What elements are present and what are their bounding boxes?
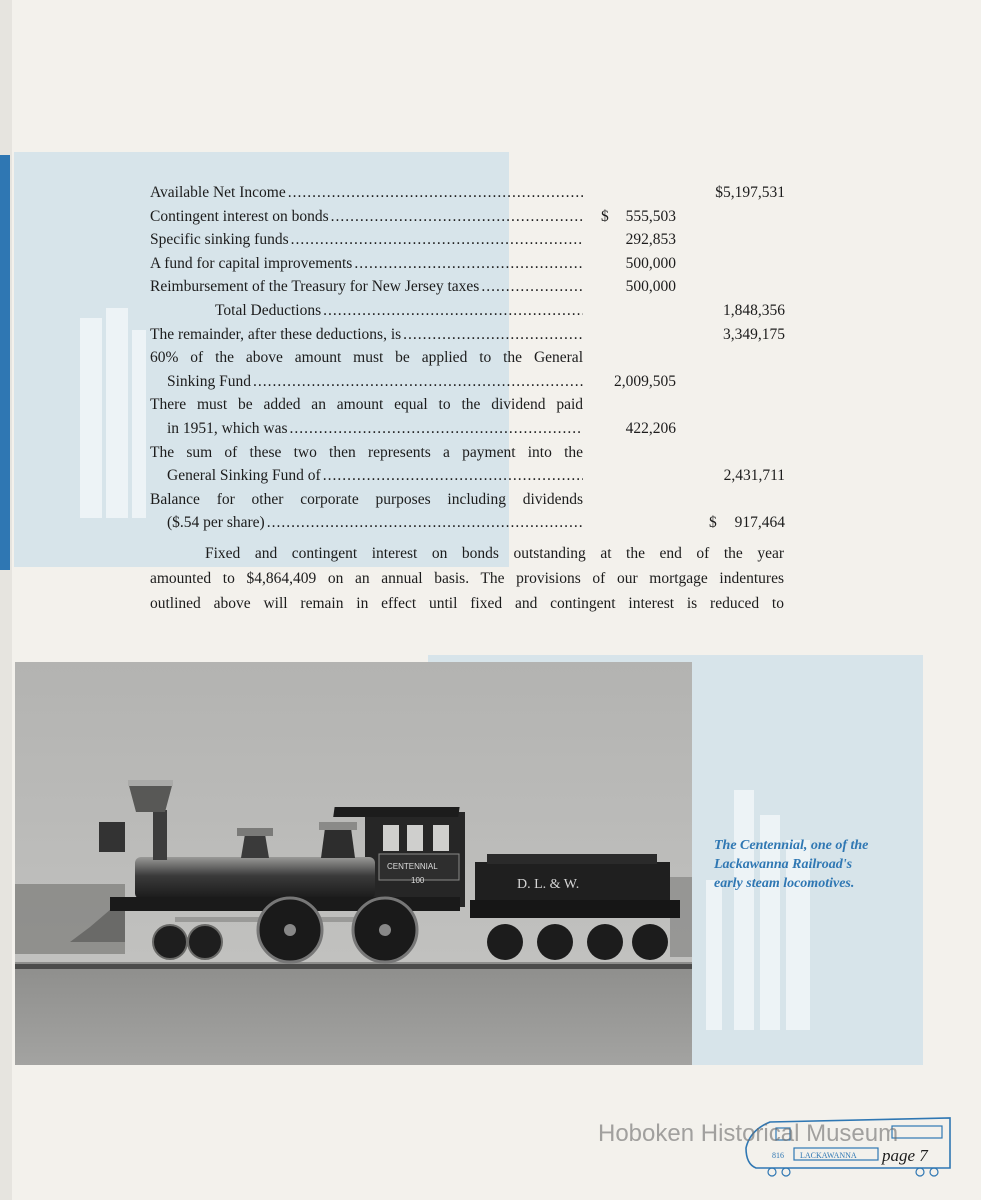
ledger-label xyxy=(150,275,583,299)
dot-leader xyxy=(253,370,583,394)
ledger-label xyxy=(150,228,583,252)
engine-name-plate: CENTENNIAL xyxy=(387,862,438,871)
income-ledger xyxy=(150,181,785,535)
ledger-value: 292,853 xyxy=(625,231,676,249)
ledger-row xyxy=(150,181,785,205)
ledger-row-line1 xyxy=(150,488,785,512)
ledger-row xyxy=(150,228,785,252)
tender-lettering: D. L. & W. xyxy=(517,877,580,892)
locomotive-photo xyxy=(15,662,692,1065)
ledger-label-text: Balance for other corporate purposes including dividends xyxy=(150,490,583,508)
ledger-label-text: ($.54 per share) xyxy=(167,514,265,532)
photo-caption xyxy=(714,836,914,893)
ledger-value: 917,464 xyxy=(734,514,785,532)
dot-leader xyxy=(291,228,583,252)
paragraph-line: Fixed and contingent interest on bonds outstanding at the end of the year xyxy=(205,545,784,562)
ledger-row-line2 xyxy=(150,464,785,488)
ledger-row xyxy=(150,299,785,323)
ledger-label-text: Sinking Fund xyxy=(167,372,251,390)
paragraph-line: amounted to $4,864,409 on an annual basis. The provisions of our mortgage indentures xyxy=(150,570,784,587)
ledger-value: 2,431,711 xyxy=(723,467,785,485)
bleed-bar xyxy=(106,308,128,518)
dot-leader xyxy=(290,417,583,441)
train-name: LACKAWANNA xyxy=(800,1151,857,1160)
ledger-value: 3,349,175 xyxy=(723,325,785,343)
dot-leader xyxy=(288,181,583,205)
ledger-value: 422,206 xyxy=(625,419,676,437)
ledger-label-text: The remainder, after these deductions, is xyxy=(150,325,402,343)
ledger-label xyxy=(167,417,583,441)
ledger-row xyxy=(150,275,785,299)
ledger-row-line1 xyxy=(150,441,785,465)
bleed-bar xyxy=(132,330,146,518)
ledger-label-text: 60% of the above amount must be applied to the General xyxy=(150,349,583,367)
dot-leader xyxy=(403,323,583,347)
ledger-row-line2 xyxy=(150,370,785,394)
engine-number: 100 xyxy=(411,876,425,885)
ledger-label xyxy=(150,181,583,205)
ledger-value: 500,000 xyxy=(625,254,676,272)
ledger-value: 555,503 xyxy=(625,207,676,225)
ledger-row xyxy=(150,252,785,276)
ledger-label-text: in 1951, which was xyxy=(167,419,288,437)
museum-watermark: Hoboken Historical Museum xyxy=(598,1120,899,1147)
bleed-bar xyxy=(706,880,722,1030)
ledger-row-line1 xyxy=(150,393,785,417)
dot-leader xyxy=(323,299,583,323)
locomotive-illustration xyxy=(15,662,692,1065)
ledger-label-text: The sum of these two then represents a payment into the xyxy=(150,443,583,461)
page-number: page 7 xyxy=(882,1146,928,1165)
dot-leader xyxy=(323,464,583,488)
ledger-value: 1,848,356 xyxy=(723,301,785,319)
dot-leader xyxy=(354,252,583,276)
ledger-value: 500,000 xyxy=(625,278,676,296)
dollar-sign: $ xyxy=(709,514,717,532)
ledger-label xyxy=(167,464,583,488)
ledger-label-text: A fund for capital improvements xyxy=(150,254,353,272)
ledger-label-text: Total Deductions xyxy=(215,301,322,319)
ledger-row-line1 xyxy=(150,346,785,370)
blue-edge-tab xyxy=(0,155,10,570)
train-number: 816 xyxy=(772,1151,784,1160)
ledger-row-line2 xyxy=(150,511,785,535)
ledger-label xyxy=(167,370,583,394)
ledger-label-text: Specific sinking funds xyxy=(150,231,289,249)
ledger-label xyxy=(215,299,583,323)
ledger-value: 2,009,505 xyxy=(614,372,676,390)
caption-line: early steam locomotives. xyxy=(714,876,855,891)
dollar-sign: $ xyxy=(601,207,609,225)
interest-paragraph xyxy=(150,541,784,616)
caption-line: The Centennial, one of the xyxy=(714,838,869,853)
ledger-label xyxy=(150,323,583,347)
ledger-label-text: General Sinking Fund of xyxy=(167,467,321,485)
ledger-label-text: Reimbursement of the Treasury for New Jersey taxes xyxy=(150,278,480,296)
bleed-bar xyxy=(80,318,102,518)
ledger-label-text: Contingent interest on bonds xyxy=(150,207,329,225)
bleed-bar xyxy=(734,790,754,1030)
caption-line: Lackawanna Railroad's xyxy=(714,857,853,872)
ledger-label-text: Available Net Income xyxy=(150,184,286,201)
ledger-label xyxy=(150,252,583,276)
ledger-row-line2 xyxy=(150,417,785,441)
dot-leader xyxy=(331,205,583,229)
ledger-row xyxy=(150,323,785,347)
ledger-row xyxy=(150,205,785,229)
ledger-label xyxy=(150,205,583,229)
dot-leader xyxy=(481,275,583,299)
paragraph-line: outlined above will remain in effect until fixed and contingent interest is reduced to xyxy=(150,595,784,612)
ledger-label xyxy=(167,511,583,535)
ledger-value: $5,197,531 xyxy=(715,184,785,201)
ledger-label-text: There must be added an amount equal to the dividend paid xyxy=(150,396,583,414)
dot-leader xyxy=(267,511,583,535)
